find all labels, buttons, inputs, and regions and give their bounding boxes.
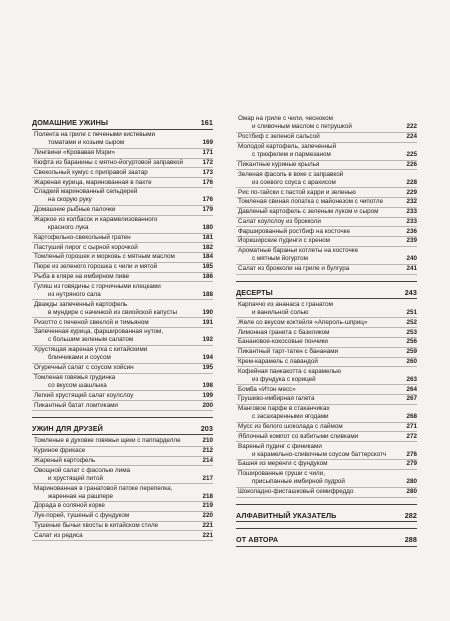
toc-entry-title (236, 208, 382, 216)
toc-entry-page-number: 176 (202, 178, 213, 186)
toc-entry-page-number: 222 (406, 123, 417, 131)
toc-entry-title-line: с засахаренными ягодами (252, 413, 329, 421)
toc-entry-title (32, 234, 135, 242)
toc-entry-page-number: 190 (202, 308, 213, 316)
toc-entry-title (32, 244, 142, 252)
toc-entry (236, 115, 417, 133)
toc-entry-title (32, 485, 176, 501)
toc-entry-title (32, 346, 151, 362)
toc-entry (236, 442, 417, 460)
toc-entry-title-line: Овощной салат с фасолью лима (34, 466, 131, 474)
toc-entry (32, 234, 213, 244)
toc-entry (236, 227, 417, 237)
toc-section-heading (32, 118, 213, 130)
toc-entry-title (32, 216, 161, 232)
toc-entry-title (236, 161, 323, 169)
toc-entry (32, 437, 213, 447)
toc-entry-title-line: Банановое-кокосовые пончики (238, 338, 328, 346)
toc-entry (236, 328, 417, 338)
toc-entry (32, 282, 213, 300)
toc-entry-page-number: 180 (202, 224, 213, 232)
toc-entry (32, 531, 213, 541)
toc-entry (236, 198, 417, 208)
toc-entry-title-line: и ванильной солью (252, 309, 309, 317)
toc-section-heading (32, 417, 213, 436)
toc-entry-page-number: 236 (406, 227, 417, 235)
toc-entry-page-number: 251 (406, 309, 417, 317)
toc-entry (32, 300, 213, 318)
toc-entry (236, 237, 417, 247)
toc-entry-page-number: 221 (202, 521, 213, 529)
toc-entry-title-line: Сладкий маринованный сельдерей (34, 188, 138, 196)
toc-entry-title-line: Дважды запеченный картофель (34, 300, 128, 308)
toc-entry-title-line: Рыба в кляре на имбирном пиве (34, 273, 130, 281)
toc-entry-page-number: 194 (202, 354, 213, 362)
toc-entry (236, 423, 417, 433)
toc-entry-page-number: 173 (202, 168, 213, 176)
toc-entry-title-line: Салат коулслоу из брокколи (238, 217, 321, 225)
toc-entry (236, 247, 417, 265)
toc-entry-page-number: 259 (406, 348, 417, 356)
toc-entry-title (32, 179, 156, 187)
toc-entry-title-line: Желе со вкусом коктейля «Апероль-шприц» (238, 318, 368, 326)
toc-section-title: УЖИН ДЛЯ ДРУЗЕЙ (32, 423, 103, 433)
toc-entry-title-line: со вкусом шашлыка (48, 381, 107, 389)
toc-entry (236, 143, 417, 161)
toc-section-page-number: 288 (404, 535, 417, 544)
toc-entry-title (32, 319, 153, 327)
toc-entry-title (236, 368, 345, 384)
toc-entry-title-line: Запеченная курица, фаршированная нутом, (34, 328, 164, 336)
toc-entry-page-number: 198 (202, 381, 213, 389)
toc-entry-page-number: 232 (406, 198, 417, 206)
toc-entry-page-number: 221 (202, 531, 213, 539)
toc-entry-page-number: 253 (406, 328, 417, 336)
toc-entry (32, 131, 213, 149)
toc-entry-title-line: Жареный картофель (34, 456, 96, 464)
toc-entry-page-number: 220 (202, 512, 213, 520)
toc-entry (32, 328, 213, 346)
toc-entry (236, 348, 417, 358)
toc-entry-title (236, 443, 390, 459)
toc-entry-title-line: Салат из редиса (34, 531, 83, 539)
toc-entry-title (236, 395, 319, 403)
toc-entry-title-line: Томленый горошек и морковь с мятным маслом (34, 253, 175, 261)
toc-entry (236, 470, 417, 488)
toc-entry-title-line: Томленые в духовке говяжьи щеки с паппарделле (34, 437, 181, 445)
toc-entry-title-line: с большим зеленым салатом (48, 336, 134, 344)
toc-entry-page-number: 210 (202, 437, 213, 445)
toc-entry-title (236, 348, 342, 356)
toc-entry-page-number: 200 (202, 401, 213, 409)
toc-entry-title-line: Кофейная панкакотта с карамелью (238, 367, 342, 375)
toc-entry (236, 432, 417, 442)
toc-entry-title-line: Дорада в соляной корке (34, 502, 105, 510)
toc-entry-title-line: Жареная курица, маринованная в пахте (34, 178, 152, 186)
toc-entry-page-number: 240 (406, 255, 417, 263)
toc-entry-title (32, 364, 138, 372)
toc-entry-title-line: из фундука с корицей (252, 375, 316, 383)
toc-entry (236, 188, 417, 198)
toc-entry-page-number: 264 (406, 385, 417, 393)
toc-entry-page-number: 212 (202, 447, 213, 455)
toc-entry-title (236, 265, 353, 273)
toc-entry-title (236, 329, 334, 337)
toc-entry-title-line: Огуречный салат с соусом хойсин (34, 364, 134, 372)
toc-section-title: АЛФАВИТНЫЙ УКАЗАТЕЛЬ (236, 510, 337, 520)
toc-entry-title (236, 171, 347, 187)
toc-entry-title-line: Тушеные бычьи хвосты в китайском стиле (34, 521, 159, 529)
toc-entry (32, 168, 213, 178)
toc-entry (236, 338, 417, 348)
toc-entry-title-line: Салат из брокколи на гриле и булгура (238, 265, 350, 273)
toc-entry-title (32, 392, 137, 400)
toc-entry (236, 395, 417, 405)
toc-entry-title (32, 328, 167, 344)
toc-entry (32, 149, 213, 159)
toc-entry-title-line: Пикантный тарт-татен с бананами (238, 348, 339, 356)
toc-entry-title (236, 386, 300, 394)
toc-entry (236, 488, 417, 498)
toc-entry-title (236, 433, 362, 441)
toc-entry-title (32, 512, 133, 520)
toc-section-heading (236, 504, 417, 523)
toc-entry-page-number: 217 (202, 474, 213, 482)
toc-section-page-number: 161 (200, 118, 213, 127)
toc-entry-title-line: на скорую руку (48, 196, 92, 204)
toc-entry-title-line: блинчиками и соусом (48, 354, 111, 362)
toc-entry-title-line: Лук-порей, тушеный с фундуком (34, 512, 130, 520)
toc-entry-title (236, 460, 331, 468)
toc-entry-title-line: Томленая свиная лопатка с майонезом с чипотле (238, 198, 384, 206)
toc-entry-title-line: из нутряного сала (48, 290, 101, 298)
toc-section-heading (236, 528, 417, 547)
toc-entry-title (236, 470, 349, 486)
toc-entry-title-line: Пикантные куриные крылья (238, 160, 320, 168)
toc-entry-page-number: 226 (406, 160, 417, 168)
toc-entry-page-number: 252 (406, 318, 417, 326)
toc-entry-title-line: Пошированные груши с чили, (238, 470, 325, 478)
toc-entry-title-line: Карпаччо из ананаса с гранатом (238, 300, 333, 308)
toc-entry-title (236, 133, 324, 141)
toc-entry-title-line: Шоколадно-фисташковый семифреддо (238, 488, 354, 496)
toc-entry-title-line: Пикантный батат ломтиками (34, 401, 118, 409)
toc-entry (32, 401, 213, 411)
toc-entry-title-line: Полента на гриле с печеными кистевыми (34, 131, 156, 139)
toc-entry-title-line: Зеленая фасоль в воке с заправкой (238, 170, 344, 178)
toc-entry (32, 253, 213, 263)
toc-entry (32, 457, 213, 467)
toc-entry-title-line: Легкий хрустящий салат коулслоу (34, 391, 134, 399)
toc-entry (236, 460, 417, 470)
toc-entry-title (236, 338, 332, 346)
toc-entry-page-number: 239 (406, 237, 417, 245)
toc-entry (32, 512, 213, 522)
toc-entry-title-line: Мусс из белого шоколада с лаймом (238, 423, 343, 431)
toc-entry (236, 218, 417, 228)
toc-entry-title-line: красного лука (48, 224, 89, 232)
toc-entry-title-line: Башня из меренги с фундуком (238, 460, 328, 468)
toc-entry-title (236, 228, 354, 236)
toc-entry-title (236, 247, 362, 263)
toc-entry (32, 263, 213, 273)
toc-entry (236, 367, 417, 385)
toc-entry-title-line: Ростбиф с зеленой сальсой (238, 133, 320, 141)
toc-entry-title (236, 488, 357, 496)
toc-entry (32, 502, 213, 512)
toc-entry-title (32, 402, 122, 410)
toc-entry (236, 301, 417, 319)
toc-entry-title (32, 273, 133, 281)
toc-entry-title-line: Йоркширские пудинги с хреном (238, 237, 330, 245)
toc-entry-title (32, 502, 109, 510)
toc-entry-title (32, 131, 159, 147)
toc-entry-page-number: 192 (202, 336, 213, 344)
toc-entry-title (32, 374, 119, 390)
toc-entry-title (236, 358, 322, 366)
toc-entry-title-line: Свекольный хумус с приправой заатар (34, 168, 148, 176)
toc-entry-title-line: Домашние рыбные палочки (34, 206, 116, 214)
toc-left-column (32, 118, 213, 541)
toc-entry-title-line: Кюфта из баранины с мятно-йогуртовой заправкой (34, 159, 184, 167)
toc-entry-title (236, 405, 334, 421)
toc-entry (236, 208, 417, 218)
toc-entry-title-line: томатами и козьим сыром (48, 139, 125, 147)
toc-section-page-number: 282 (404, 510, 417, 520)
toc-entry-page-number: 272 (406, 432, 417, 440)
toc-entry (32, 216, 213, 234)
toc-entry-page-number: 260 (406, 357, 417, 365)
toc-entry-page-number: 218 (202, 492, 213, 500)
toc-entry-title (236, 237, 334, 245)
toc-entry (32, 346, 213, 364)
toc-entry-page-number: 181 (202, 233, 213, 241)
toc-entry-title-line: Лимонная гранита с базиликом (238, 328, 330, 336)
toc-entry (32, 159, 213, 169)
toc-entry-title (32, 457, 99, 465)
toc-entry-page-number: 225 (406, 151, 417, 159)
toc-entry-title-line: Пастуший пирог с сырной корочкой (34, 243, 138, 251)
toc-entry (32, 206, 213, 216)
toc-entry-title-line: Вареный пудинг с финиками (238, 442, 322, 450)
toc-entry-page-number: 195 (202, 364, 213, 372)
toc-entry-page-number: 280 (406, 488, 417, 496)
toc-entry-page-number: 179 (202, 206, 213, 214)
toc-entry-title-line: и сливочным маслом с петрушкой (252, 123, 352, 131)
toc-entry-title (32, 263, 161, 271)
toc-entry-title (32, 188, 141, 204)
toc-entry (32, 243, 213, 253)
toc-entry-title-line: Куриное фрикасе (34, 447, 86, 455)
toc-entry-page-number: 268 (406, 413, 417, 421)
toc-entry-title-line: Манговое парфе в стаканчиках (238, 405, 330, 413)
toc-entry-title (32, 522, 162, 530)
toc-entry-page-number: 233 (406, 208, 417, 216)
toc-entry-page-number: 267 (406, 395, 417, 403)
toc-entry-title (236, 301, 337, 317)
toc-entry-title (32, 169, 152, 177)
toc-entry-title-line: Лингвини «Кровавая Мэри» (34, 149, 115, 157)
toc-entry (32, 318, 213, 328)
toc-entry (236, 358, 417, 368)
toc-entry-title (32, 447, 89, 455)
toc-entry (32, 447, 213, 457)
toc-entry-title-line: Рис по-тайски с пастой карри и зеленью (238, 188, 356, 196)
toc-entry-title (32, 206, 119, 214)
toc-entry-page-number: 229 (406, 188, 417, 196)
toc-right-column (236, 115, 417, 548)
toc-entry-page-number: 219 (202, 502, 213, 510)
toc-entry-page-number: 280 (406, 478, 417, 486)
toc-entry-page-number: 185 (202, 263, 213, 271)
toc-entry-title-line: с трюфелем и пармезаном (252, 151, 331, 159)
toc-entry-title-line: Грушево-имбирная галета (238, 395, 315, 403)
toc-entry-page-number: 186 (202, 273, 213, 281)
toc-entry (32, 374, 213, 392)
toc-entry (32, 364, 213, 374)
toc-entry-title-line: Молодой картофель, запеченный (238, 143, 337, 151)
toc-entry (236, 318, 417, 328)
toc-entry-title-line: Омар на гриле с чили, чесноком (238, 115, 333, 123)
toc-entry-title-line: присыпанные имбирной пудрой (252, 478, 345, 486)
toc-entry-page-number: 169 (202, 139, 213, 147)
toc-entry-page-number: 214 (202, 456, 213, 464)
toc-entry-title-line: с мятным йогуртом (252, 255, 309, 263)
toc-entry-title (236, 198, 387, 206)
toc-entry-page-number: 172 (202, 159, 213, 167)
toc-entry-title-line: Фаршированный ростбиф на косточке (238, 227, 350, 235)
toc-section-title: ДОМАШНИЕ УЖИНЫ (32, 118, 109, 127)
toc-entry-page-number: 276 (406, 450, 417, 458)
toc-entry-title-line: жаренная на рашпере (48, 492, 114, 500)
toc-entry-page-number: 256 (406, 338, 417, 346)
toc-entry-page-number: 182 (202, 243, 213, 251)
toc-entry-title (236, 423, 347, 431)
toc-entry-title (32, 467, 134, 483)
toc-entry-page-number: 241 (406, 265, 417, 273)
toc-entry-title-line: Ароматные бараньи котлеты на косточке (238, 247, 359, 255)
toc-entry-title-line: Гуляш из говядины с горчичными клецками (34, 282, 161, 290)
toc-entry (236, 170, 417, 188)
toc-entry (236, 161, 417, 171)
toc-entry-page-number: 233 (406, 217, 417, 225)
toc-entry-title-line: Бомба «Итон месс» (238, 385, 296, 393)
toc-entry (236, 133, 417, 143)
toc-entry-title (236, 218, 325, 226)
toc-entry-title-line: Картофельно-свекольный гратен (34, 233, 131, 241)
toc-entry-title-line: Крем-карамель с лавандой (238, 357, 318, 365)
toc-entry-title-line: Давленый картофель с зеленым луком и сыром (238, 208, 379, 216)
toc-entry-title (236, 189, 360, 197)
toc-entry (32, 484, 213, 502)
toc-entry-page-number: 188 (202, 290, 213, 298)
toc-entry-page-number: 176 (202, 196, 213, 204)
toc-entry-title (32, 301, 181, 317)
toc-section-title: ОТ АВТОРА (236, 535, 279, 544)
toc-entry-page-number: 279 (406, 460, 417, 468)
toc-entry (32, 273, 213, 283)
toc-entry-title (236, 143, 340, 159)
toc-entry (236, 405, 417, 423)
toc-entry-page-number: 263 (406, 375, 417, 383)
toc-entry (32, 188, 213, 206)
toc-entry-title (32, 437, 185, 445)
toc-entry (32, 522, 213, 532)
toc-entry-title-line: Маринованная в гранатовой патоке перепелка, (34, 484, 173, 492)
toc-entry-page-number: 171 (202, 149, 213, 157)
toc-entry (32, 391, 213, 401)
toc-section-page-number: 243 (404, 287, 417, 297)
toc-entry (32, 466, 213, 484)
toc-entry (236, 385, 417, 395)
toc-entry-title-line: Ризотто с печеной свеклой и тимьяном (34, 318, 149, 326)
toc-entry-title (32, 532, 87, 540)
toc-entry-title (236, 115, 356, 131)
toc-entry-title-line: Яблочный компот со взбитыми сливками (238, 432, 359, 440)
toc-entry-page-number: 184 (202, 253, 213, 261)
toc-entry-title (32, 253, 179, 261)
toc-entry-page-number: 199 (202, 391, 213, 399)
toc-entry-title-line: и хрустящей питой (48, 474, 104, 482)
toc-entry-page-number: 191 (202, 318, 213, 326)
toc-entry-title (236, 319, 371, 327)
toc-entry-title-line: и карамельно-сливочным соусом баттерскотч (252, 450, 387, 458)
toc-entry (32, 178, 213, 188)
toc-entry-title (32, 283, 165, 299)
toc-section-page-number: 203 (200, 423, 213, 433)
toc-entry-title-line: Пюре из зеленого горошка с чили и мятой (34, 263, 158, 271)
toc-entry-title-line: Хрустящая жареная утка с китайскими (34, 346, 148, 354)
toc-entry-page-number: 271 (406, 423, 417, 431)
toc-entry-title (32, 159, 187, 167)
toc-entry-title-line: в мундире с начинкой из свиойской капусты (48, 308, 178, 316)
toc-section-title: ДЕСЕРТЫ (236, 287, 273, 297)
toc-section-heading (236, 281, 417, 300)
toc-entry-title (32, 149, 119, 157)
toc-entry (236, 265, 417, 275)
toc-entry-page-number: 228 (406, 178, 417, 186)
toc-entry-title-line: из соевого соуса с арахисом (252, 178, 336, 186)
toc-entry-title-line: Жаркое из колбасок и карамелизованного (34, 216, 158, 224)
toc-entry-title-line: Томленая говяжья грудинка (34, 373, 116, 381)
toc-entry-page-number: 224 (406, 133, 417, 141)
